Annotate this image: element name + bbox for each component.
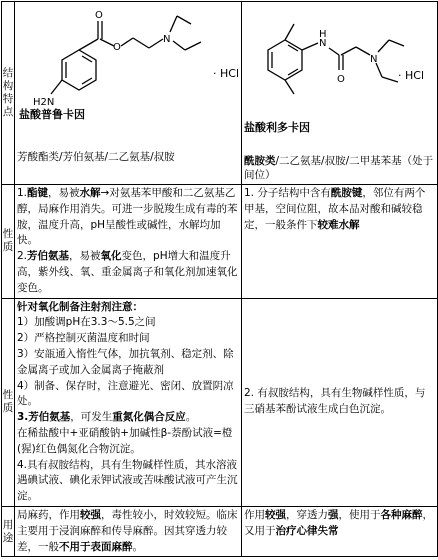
lidocaine-name: 盐酸利多卡因 [244, 121, 310, 134]
lidocaine-usage-t2: ，穿透力 [286, 508, 328, 521]
lidocaine-p1-t1: 1. 分子结构中含有 [244, 187, 331, 199]
procaine-p1-t1: ，易被 [48, 187, 80, 199]
lidocaine-usage-b4: 治疗心律失常 [275, 524, 339, 537]
p3-desc: 在稀盐酸中+亚硝酸钠+加碱性β-萘酚试液=橙(猩)红色偶氮化合物沉淀。 [17, 426, 233, 455]
lidocaine-amine-n: N [370, 54, 378, 65]
lidocaine-usage [242, 506, 438, 556]
procaine-p2-t2: 变色，pH增大和温度升高，紫外线、氧、重金属离子和氧化剂加速氧化变色。 [17, 250, 238, 294]
lidocaine-usage-t3: ，使用于 [338, 508, 381, 521]
procaine-usage [15, 506, 242, 556]
row-label-properties-1: 性质 [2, 185, 15, 299]
lidocaine-props-1 [242, 185, 438, 299]
procaine-usage-t1: 局麻药，作用 [17, 508, 80, 521]
procaine-p1-num: 1. [17, 187, 28, 199]
lidocaine-usage-b2: 强 [328, 508, 339, 521]
lidocaine-structure-cell [242, 2, 438, 185]
lidocaine-props-2: 2. 有叔胺结构，具有生物碱样性质，与三硝基苯酚试液生成白色沉淀。 [242, 298, 438, 506]
procaine-usage-t2: ，毒性较小，时效较短。临床主要用于浸润麻醉和传导麻醉。因其穿透力较差，一般 [17, 508, 238, 553]
procaine-usage-b2: 不用于表面麻醉 [59, 540, 133, 553]
lidocaine-groups [242, 142, 437, 184]
inject-item-4: 4）制备、保存时，注意避光、密闭、放置阴凉处。 [17, 379, 234, 408]
lidocaine-p1-b1: 酰胺键 [330, 187, 363, 199]
procaine-p2-t1: ，易被 [69, 250, 101, 263]
p3-num: 3. [17, 411, 29, 424]
lidocaine-usage-t1: 作用 [244, 508, 265, 521]
procaine-p1-b2: 水解 [79, 187, 101, 199]
procaine-p1-b1: 酯键 [27, 187, 49, 199]
procaine-hcl: · HCl [213, 67, 240, 80]
drug-comparison-table [1, 1, 438, 557]
inject-title: 针对氧化制备注射剂注意： [17, 300, 143, 313]
row-label-structure: 结构特点 [2, 2, 15, 185]
procaine-amine-n: N [163, 34, 171, 45]
lidocaine-groups-bold: 酰胺类 [244, 155, 276, 167]
p3-t1: ，可发生 [70, 411, 113, 424]
procaine-props-2 [15, 298, 242, 506]
procaine-nh2: H2N [33, 97, 55, 108]
procaine-usage-b1: 较强 [80, 508, 101, 521]
p3-b1: 芳伯氨基 [28, 411, 71, 424]
row-label-usage: 用途 [2, 506, 15, 556]
procaine-ester-o: O [113, 42, 121, 53]
properties-row-2 [2, 298, 438, 506]
inject-item-1: 1）加酸调pH在3.3～5.5之间 [17, 316, 156, 329]
inject-item-3: 3）安瓿通入惰性气体，加抗氧剂、稳定剂、除金属离子或加入金属离子掩蔽剂 [17, 347, 234, 376]
lidocaine-nh-h: H [319, 29, 327, 40]
procaine-props-1 [15, 185, 242, 299]
lidocaine-usage-t4: ，又用于 [244, 508, 433, 537]
structure-row [2, 2, 438, 185]
p4: 4.具有叔胺结构，具有生物碱样性质，其水溶液遇碘试液、碘化汞钾试液或苦味酸试液可产生沉淀。 [17, 458, 238, 503]
procaine-p2-num: 2. [17, 250, 28, 263]
inject-item-2: 2）严格控制灭菌温度和时间 [17, 332, 150, 345]
lidocaine-usage-b1: 较强 [265, 508, 286, 521]
procaine-p2-b2: 氧化 [100, 250, 122, 263]
procaine-p1-t2: →对氨基苯甲酸和二乙氨基乙醇，局麻作用消失。可进一步脱羧生成有毒的苯胺，温度升高，pH呈酸性或碱性，水解均加快。 [17, 187, 238, 247]
procaine-groups: 芳酸酯类/芳伯氨基/二乙氨基/叔胺 [17, 151, 175, 163]
procaine-carbonyl-o: O [95, 10, 103, 21]
lidocaine-p1-t2: ，邻位有两个甲基，空间位阻，故本品对酸和碱较稳定，一般条件下 [244, 187, 426, 231]
procaine-name: 盐酸普鲁卡因 [19, 108, 85, 121]
row-label-properties-2: 性质 [2, 298, 15, 506]
lidocaine-hcl: · HCl [398, 69, 425, 82]
procaine-usage-t3: 。 [132, 540, 143, 553]
lidocaine-usage-b3: 各种麻醉 [380, 508, 423, 521]
procaine-structure [15, 2, 241, 144]
lidocaine-carbonyl-o: O [337, 74, 345, 85]
lidocaine-groups-rest: /二乙氨基/叔胺/二甲基苯基（处于间位） [244, 155, 434, 181]
usage-row [2, 506, 438, 556]
lidocaine-structure [242, 2, 437, 142]
properties-row-1 [2, 185, 438, 299]
procaine-p2-b1: 芳伯氨基 [27, 250, 70, 263]
p3-t2: 。 [185, 411, 197, 424]
procaine-structure-cell [15, 2, 242, 185]
lidocaine-nh-n: N [319, 38, 327, 49]
p3-b2: 重氮化偶合反应 [112, 411, 186, 424]
lidocaine-p1-b2: 较难水解 [317, 218, 360, 231]
